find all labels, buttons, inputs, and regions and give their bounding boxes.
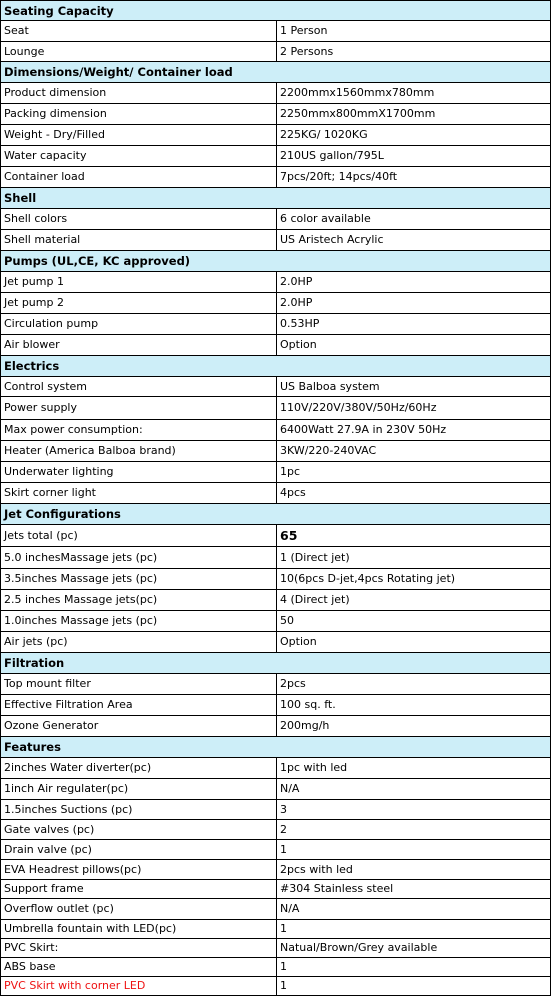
table-row bbox=[1, 939, 551, 958]
spec-label: 2inches Water diverter(pc) bbox=[1, 758, 277, 779]
table-row bbox=[1, 920, 551, 939]
table-row bbox=[1, 230, 551, 251]
table-row bbox=[1, 209, 551, 230]
spec-label: Skirt corner light bbox=[1, 483, 277, 504]
spec-value: 100 sq. ft. bbox=[277, 695, 551, 716]
section-header bbox=[1, 737, 551, 758]
spec-value: 1pc with led bbox=[277, 758, 551, 779]
spec-label: 2.5 inches Massage jets(pc) bbox=[1, 590, 277, 611]
table-row bbox=[1, 695, 551, 716]
spec-label: Support frame bbox=[1, 880, 277, 899]
spec-value: 1 Person bbox=[277, 21, 551, 42]
table-row bbox=[1, 899, 551, 920]
table-row bbox=[1, 800, 551, 820]
spec-value: 0.53HP bbox=[277, 314, 551, 335]
section-title: Filtration bbox=[1, 653, 551, 674]
spec-value: 6 color available bbox=[277, 209, 551, 230]
spec-label: Water capacity bbox=[1, 146, 277, 167]
spec-label: Circulation pump bbox=[1, 314, 277, 335]
table-row bbox=[1, 977, 551, 996]
spec-value: Natual/Brown/Grey available bbox=[277, 939, 551, 958]
table-row bbox=[1, 272, 551, 293]
spec-label: Heater (America Balboa brand) bbox=[1, 441, 277, 462]
section-header bbox=[1, 504, 551, 525]
spec-label: Umbrella fountain with LED(pc) bbox=[1, 920, 277, 939]
table-row bbox=[1, 146, 551, 167]
table-row bbox=[1, 335, 551, 356]
table-row bbox=[1, 377, 551, 397]
spec-value: 7pcs/20ft; 14pcs/40ft bbox=[277, 167, 551, 188]
spec-label: Drain valve (pc) bbox=[1, 840, 277, 860]
spec-value: 2.0HP bbox=[277, 272, 551, 293]
spec-value: 2.0HP bbox=[277, 293, 551, 314]
table-row bbox=[1, 83, 551, 104]
section-title: Features bbox=[1, 737, 551, 758]
table-row bbox=[1, 125, 551, 146]
spec-label: Jet pump 2 bbox=[1, 293, 277, 314]
table-row bbox=[1, 104, 551, 125]
section-title: Seating Capacity bbox=[1, 1, 551, 21]
spec-value: #304 Stainless steel bbox=[277, 880, 551, 899]
table-row bbox=[1, 314, 551, 335]
spec-value: 3 bbox=[277, 800, 551, 820]
section-title: Dimensions/Weight/ Container load bbox=[1, 62, 551, 83]
spec-label: Jet pump 1 bbox=[1, 272, 277, 293]
spec-label: PVC Skirt with corner LED bbox=[1, 977, 277, 996]
spec-value: 4 (Direct jet) bbox=[277, 590, 551, 611]
spec-value: 110V/220V/380V/50Hz/60Hz bbox=[277, 397, 551, 420]
spec-value: N/A bbox=[277, 899, 551, 920]
spec-label: ABS base bbox=[1, 958, 277, 977]
spec-value: 6400Watt 27.9A in 230V 50Hz bbox=[277, 420, 551, 441]
spec-label: Max power consumption: bbox=[1, 420, 277, 441]
table-row bbox=[1, 632, 551, 653]
section-header bbox=[1, 188, 551, 209]
spec-label: 1inch Air regulater(pc) bbox=[1, 779, 277, 800]
spec-label: Control system bbox=[1, 377, 277, 397]
spec-label: Overflow outlet (pc) bbox=[1, 899, 277, 920]
spec-value: 2pcs with led bbox=[277, 860, 551, 880]
spec-label: Top mount filter bbox=[1, 674, 277, 695]
spec-label: Container load bbox=[1, 167, 277, 188]
spec-label: Weight - Dry/Filled bbox=[1, 125, 277, 146]
spec-label: 1.0inches Massage jets (pc) bbox=[1, 611, 277, 632]
section-header bbox=[1, 1, 551, 21]
spec-value: 1 bbox=[277, 840, 551, 860]
spec-table-body bbox=[1, 1, 551, 996]
spec-value: US Balboa system bbox=[277, 377, 551, 397]
spec-value: 65 bbox=[277, 525, 551, 547]
table-row bbox=[1, 880, 551, 899]
spec-value: Option bbox=[277, 632, 551, 653]
table-row bbox=[1, 569, 551, 590]
spec-value: 2pcs bbox=[277, 674, 551, 695]
spec-value: 2200mmx1560mmx780mm bbox=[277, 83, 551, 104]
spec-label: Air blower bbox=[1, 335, 277, 356]
section-title: Jet Configurations bbox=[1, 504, 551, 525]
table-row bbox=[1, 716, 551, 737]
spec-label: 5.0 inchesMassage jets (pc) bbox=[1, 547, 277, 569]
spec-value: 225KG/ 1020KG bbox=[277, 125, 551, 146]
section-header bbox=[1, 251, 551, 272]
table-row bbox=[1, 397, 551, 420]
table-row bbox=[1, 483, 551, 504]
spec-label: Lounge bbox=[1, 42, 277, 62]
spec-label: Effective Filtration Area bbox=[1, 695, 277, 716]
spec-label: PVC Skirt: bbox=[1, 939, 277, 958]
spec-label: Shell material bbox=[1, 230, 277, 251]
table-row bbox=[1, 420, 551, 441]
section-title: Pumps (UL,CE, KC approved) bbox=[1, 251, 551, 272]
spec-label: Seat bbox=[1, 21, 277, 42]
table-row bbox=[1, 860, 551, 880]
section-title: Electrics bbox=[1, 356, 551, 377]
table-row bbox=[1, 958, 551, 977]
spec-label: EVA Headrest pillows(pc) bbox=[1, 860, 277, 880]
spec-label: Ozone Generator bbox=[1, 716, 277, 737]
section-title: Shell bbox=[1, 188, 551, 209]
spec-value: 1 (Direct jet) bbox=[277, 547, 551, 569]
table-row bbox=[1, 590, 551, 611]
section-header bbox=[1, 653, 551, 674]
table-row bbox=[1, 779, 551, 800]
table-row bbox=[1, 758, 551, 779]
spec-label: Air jets (pc) bbox=[1, 632, 277, 653]
spec-label: Underwater lighting bbox=[1, 462, 277, 483]
spec-value: 210US gallon/795L bbox=[277, 146, 551, 167]
spec-value: 3KW/220-240VAC bbox=[277, 441, 551, 462]
spec-value: 2 Persons bbox=[277, 42, 551, 62]
spec-value: US Aristech Acrylic bbox=[277, 230, 551, 251]
spec-label: Power supply bbox=[1, 397, 277, 420]
table-row bbox=[1, 462, 551, 483]
table-row bbox=[1, 441, 551, 462]
table-row bbox=[1, 525, 551, 547]
spec-value: 4pcs bbox=[277, 483, 551, 504]
table-row bbox=[1, 293, 551, 314]
spec-value: 1pc bbox=[277, 462, 551, 483]
spec-value: 50 bbox=[277, 611, 551, 632]
spec-value: Option bbox=[277, 335, 551, 356]
spec-label: Product dimension bbox=[1, 83, 277, 104]
section-header bbox=[1, 62, 551, 83]
table-row bbox=[1, 167, 551, 188]
table-row bbox=[1, 674, 551, 695]
spec-value: N/A bbox=[277, 779, 551, 800]
spec-value: 1 bbox=[277, 920, 551, 939]
spec-value: 2 bbox=[277, 820, 551, 840]
spec-value: 10(6pcs D-jet,4pcs Rotating jet) bbox=[277, 569, 551, 590]
spec-label: 1.5inches Suctions (pc) bbox=[1, 800, 277, 820]
table-row bbox=[1, 21, 551, 42]
spec-value: 1 bbox=[277, 977, 551, 996]
table-row bbox=[1, 820, 551, 840]
spec-value: 1 bbox=[277, 958, 551, 977]
spec-value: 200mg/h bbox=[277, 716, 551, 737]
table-row bbox=[1, 611, 551, 632]
table-row bbox=[1, 42, 551, 62]
spec-label: Gate valves (pc) bbox=[1, 820, 277, 840]
spec-label: Shell colors bbox=[1, 209, 277, 230]
section-header bbox=[1, 356, 551, 377]
spec-label: Jets total (pc) bbox=[1, 525, 277, 547]
table-row bbox=[1, 840, 551, 860]
table-row bbox=[1, 547, 551, 569]
spec-label: Packing dimension bbox=[1, 104, 277, 125]
spec-label: 3.5inches Massage jets (pc) bbox=[1, 569, 277, 590]
spec-value: 2250mmx800mmX1700mm bbox=[277, 104, 551, 125]
